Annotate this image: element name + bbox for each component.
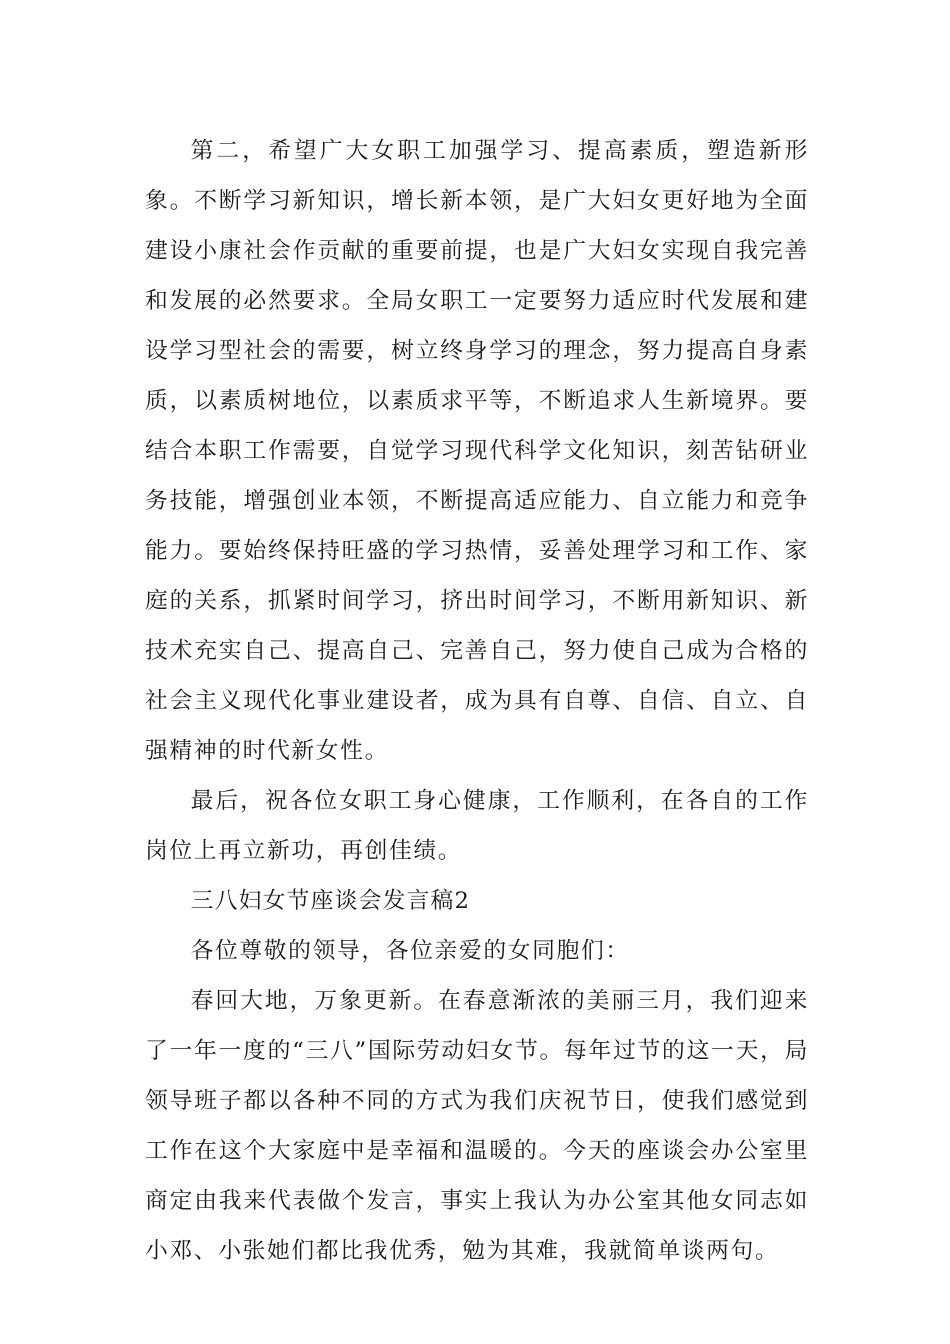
section-title: 三八妇女节座谈会发言稿2: [190, 888, 471, 914]
paragraph-second-point: 第二，希望广大女职工加强学习、提高素质，塑造新形象。不断学习新知识，增长新本领，是广大妇女更好地为全面建设小康社会作贡献的重要前提，也是广大妇女实现自我完善和发展的必然要求。全局女职工一定要努力适应时代发展和建设学习型社会的需要，树立终身学习的理念，努力提高自身素质，以素质树地位，以素质求平等，不断追求人生新境界。要结合本职工作需要，自觉学习现代科学文化知识，刻苦钻研业务技能，增强创业本领，不断提高适应能力、自立能力和竞争能力。要始终保持旺盛的学习热情，妥善处理学习和工作、家庭的关系，抓紧时间学习，挤出时间学习，不断用新知识、新技术充实自己、提高自己、完善自己，努力使自己成为合格的社会主义现代化事业建设者，成为具有自尊、自信、自立、自强精神的时代新女性。: [145, 138, 809, 764]
paragraph-opening: 春回大地，万象更新。在春意渐浓的美丽三月，我们迎来了一年一度的“三八”国际劳动妇女节。每年过节的这一天，局领导班子都以各种不同的方式为我们庆祝节日，使我们感觉到工作在这个大家庭中是幸福和温暖的。今天的座谈会办公室里商定由我来代表做个发言，事实上我认为办公室其他女同志如小邓、小张她们都比我优秀，勉为其难，我就简单谈两句。: [145, 988, 809, 1264]
document-body: [145, 126, 809, 1276]
salutation: 各位尊敬的领导，各位亲爱的女同胞们：: [190, 938, 630, 964]
paragraph-closing-wishes: 最后，祝各位女职工身心健康，工作顺利，在各自的工作岗位上再立新功，再创佳绩。: [145, 788, 809, 864]
